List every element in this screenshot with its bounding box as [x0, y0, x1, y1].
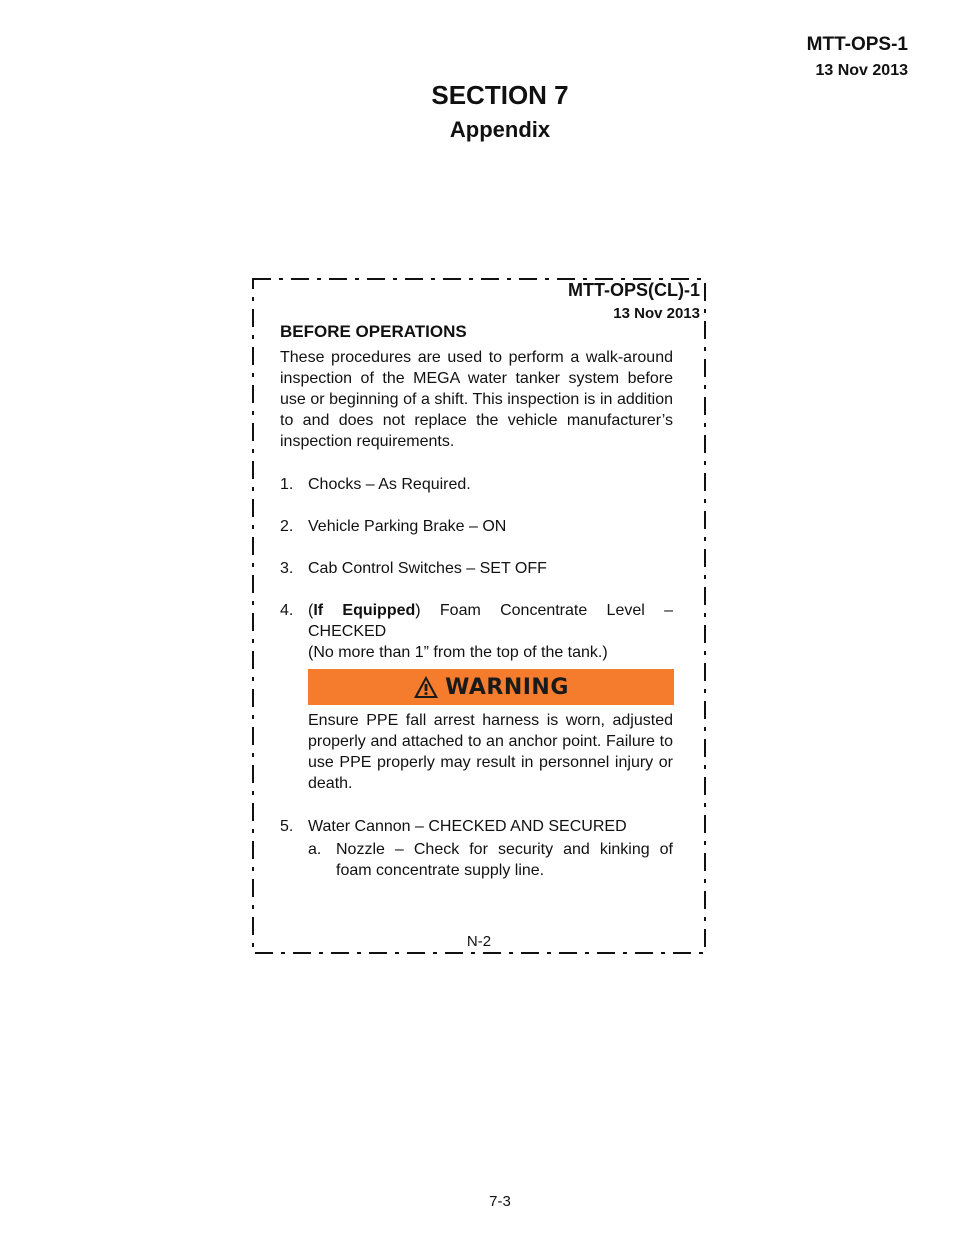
- step-number: 2.: [280, 518, 294, 535]
- warning-banner: [308, 669, 674, 705]
- section-subtitle: Appendix: [449, 117, 551, 142]
- open-paren: (: [308, 602, 314, 619]
- card-date: 13 Nov 2013: [613, 305, 700, 322]
- warning-label: WARNING: [445, 674, 569, 700]
- step-number: 5.: [280, 818, 294, 835]
- document-id: MTT-OPS-1: [806, 34, 908, 55]
- page-number: 7-3: [489, 1193, 511, 1210]
- card-page-label: N-2: [466, 933, 492, 950]
- warning-text: Ensure PPE fall arrest harness is worn, adjusted properly and attached to an anchor point. Failure to use PPE properly may result in personnel injury or death.: [308, 712, 673, 792]
- substep-letter: a.: [308, 841, 322, 858]
- step-text-rest: ) Foam Concentrate Level – CHECKED: [308, 602, 673, 640]
- document-date: 13 Nov 2013: [815, 62, 908, 79]
- list-item: [280, 516, 673, 537]
- intro-paragraph: These procedures are used to perform a walk-around inspection of the MEGA water tanker system before use or beginning of a shift. This inspection is in addition to and does not replace the vehicle manufacturer’s inspection requirements.: [280, 349, 673, 450]
- section-title: SECTION 7: [431, 80, 569, 110]
- list-item: [280, 600, 673, 663]
- card-document-id: MTT-OPS(CL)-1: [568, 280, 700, 300]
- checklist-card: [252, 278, 706, 954]
- step-note: (No more than 1” from the top of the tank.): [308, 644, 608, 661]
- step-number: 1.: [280, 476, 294, 493]
- sub-list-item: [308, 839, 673, 881]
- list-item: [280, 558, 673, 579]
- step-number: 4.: [280, 602, 294, 619]
- substep-text: Nozzle – Check for security and kinking of foam concentrate supply line.: [336, 841, 673, 879]
- step-number: 3.: [280, 560, 294, 577]
- list-item: [280, 816, 673, 837]
- step-text: Vehicle Parking Brake – ON: [308, 518, 507, 535]
- if-equipped-label: If Equipped: [313, 602, 416, 619]
- step-text: [308, 600, 673, 642]
- step-text: Water Cannon – CHECKED AND SECURED: [308, 818, 627, 835]
- step-text: Chocks – As Required.: [308, 476, 471, 493]
- step-text: Cab Control Switches – SET OFF: [308, 560, 547, 577]
- warning-triangle-icon: [413, 675, 439, 699]
- card-page-number: [252, 933, 706, 950]
- list-item: [280, 474, 673, 495]
- card-heading: BEFORE OPERATIONS: [280, 322, 467, 341]
